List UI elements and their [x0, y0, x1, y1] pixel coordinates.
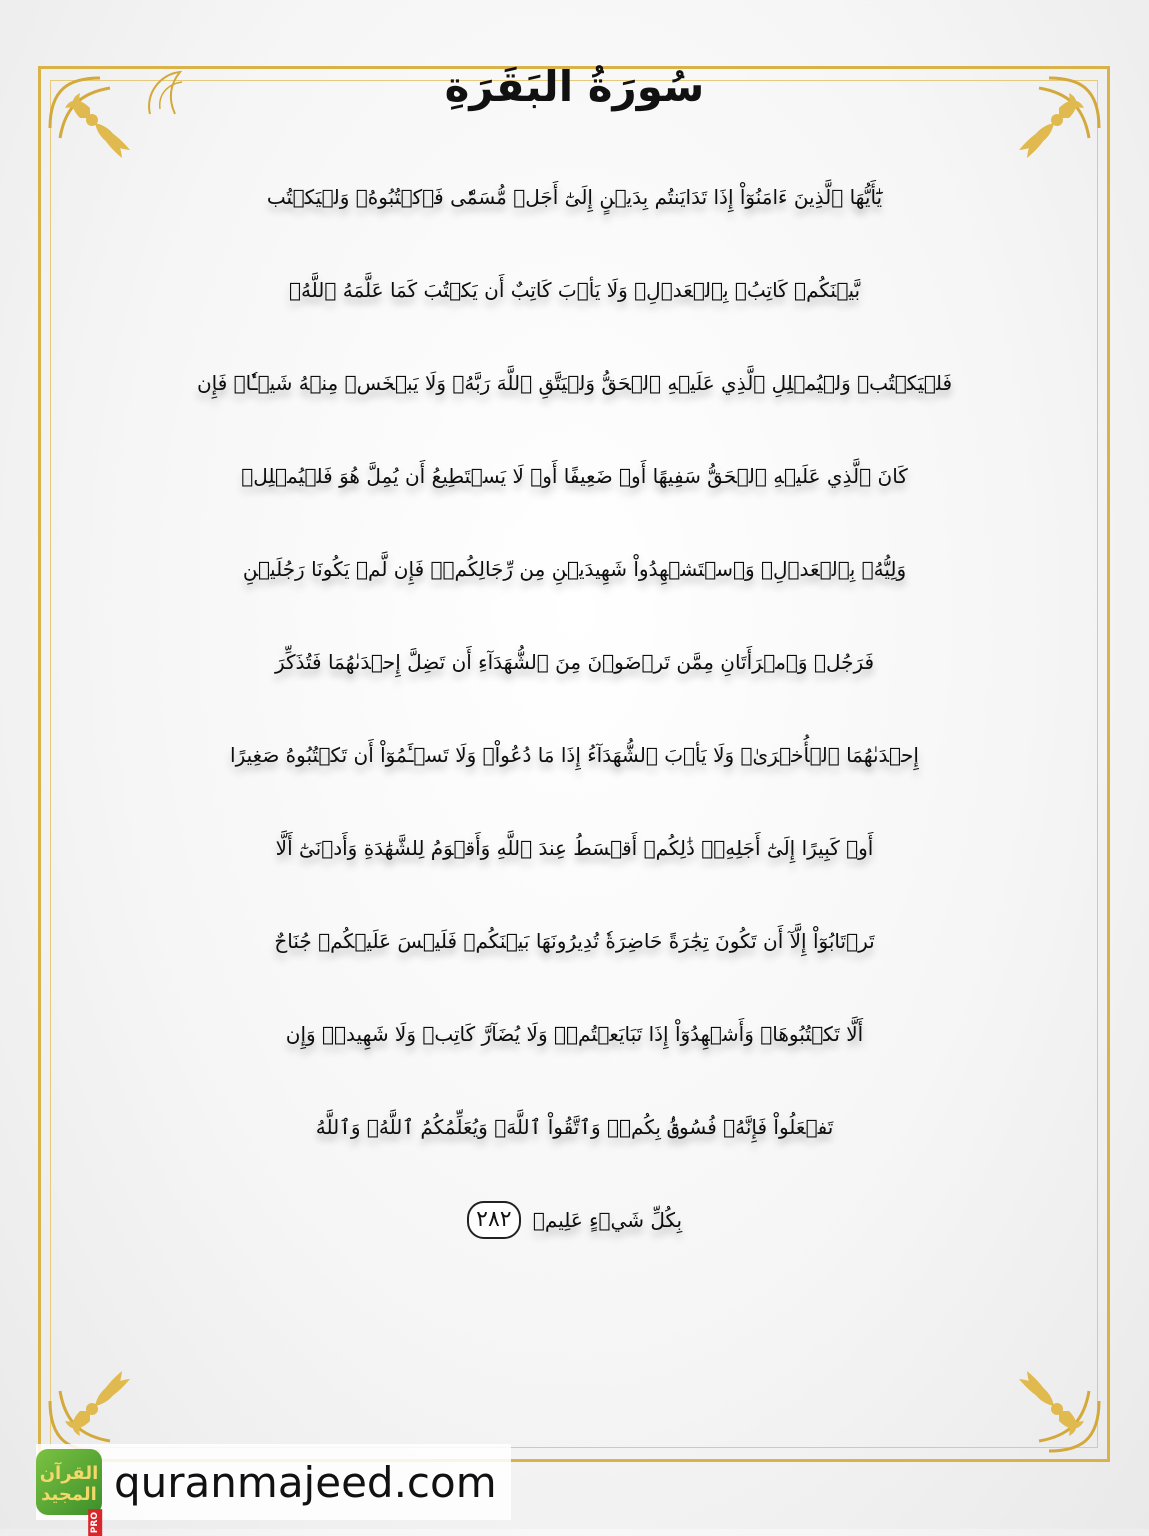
logo-text: القرآن المجيد [39, 1463, 99, 1505]
brand-watermark[interactable] [36, 1444, 511, 1534]
pro-badge: PRO [88, 1509, 102, 1536]
verse-line: إِحۡدَىٰهُمَا ٱلۡأُخۡرَىٰۚ وَلَا يَأۡبَ ٱلشُّهَدَآءُ إِذَا مَا دُعُواْۚ وَلَا تَسۡـَٔمُوٓاْ أَن تَكۡتُبُوهُ صَغِيرًا [230, 742, 919, 767]
verse-line: تَفۡعَلُواْ فَإِنَّهُۥ فُسُوقُۢ بِكُمۡۗ وَٱتَّقُواْ ٱللَّهَۖ وَيُعَلِّمُكُمُ ٱللَّهُۗ وَٱللَّهُ [315, 1114, 834, 1139]
surah-title: سُورَةُ البَقَرَةِ [444, 62, 705, 111]
app-logo-icon [36, 1449, 102, 1534]
verse-line: فَرَجُلٞ وَٱمۡرَأَتَانِ مِمَّن تَرۡضَوۡنَ مِنَ ٱلشُّهَدَآءِ أَن تَضِلَّ إِحۡدَىٰهُمَا فَتُذَكِّرَ [274, 649, 875, 674]
verse-line: أَوۡ كَبِيرًا إِلَىٰٓ أَجَلِهِۦۚ ذَٰلِكُمۡ أَقۡسَطُ عِندَ ٱللَّهِ وَأَقۡوَمُ لِلشَّهَٰدَةِ وَأَدۡنَىٰٓ أَلَّا [275, 835, 874, 860]
verse-line: بَّيۡنَكُمۡ كَاتِبُۢ بِٱلۡعَدۡلِۚ وَلَا يَأۡبَ كَاتِبٌ أَن يَكۡتُبَ كَمَا عَلَّمَهُ ٱللَّهُۚ [288, 277, 861, 302]
ayah-number-marker: ٢٨٢ [467, 1201, 521, 1239]
verse-line-text: بِكُلِّ شَيۡءٍ عَلِيمٞ [532, 1207, 683, 1232]
corner-ornament-icon [999, 1351, 1109, 1461]
verse-line: يَٰٓأَيُّهَا ٱلَّذِينَ ءَامَنُوٓاْ إِذَا تَدَايَنتُم بِدَيۡنٍ إِلَىٰٓ أَجَلٖ مُّسَمّٗى فَٱكۡتُبُوهُۚ وَلۡيَكۡتُب [266, 184, 883, 209]
verse-text-block [40, 150, 1109, 1266]
verse-line: وَلِيُّهُۥ بِٱلۡعَدۡلِۚ وَٱسۡتَشۡهِدُواْ شَهِيدَيۡنِ مِن رِّجَالِكُمۡۖ فَإِن لَّمۡ يَكُونَا رَجُلَيۡنِ [242, 556, 907, 581]
verse-line: تَرۡتَابُوٓاْ إِلَّآ أَن تَكُونَ تِجَٰرَةً حَاضِرَةٗ تُدِيرُونَهَا بَيۡنَكُمۡ فَلَيۡسَ عَلَيۡكُمۡ جُنَاحٌ [274, 928, 875, 953]
verse-line-last [40, 1173, 1109, 1266]
site-url[interactable]: quranmajeed.com [114, 1457, 497, 1507]
verse-line: فَلۡيَكۡتُبۡ وَلۡيُمۡلِلِ ٱلَّذِي عَلَيۡهِ ٱلۡحَقُّ وَلۡيَتَّقِ ٱللَّهَ رَبَّهُۥ وَلَا يَبۡخَسۡ مِنۡهُ شَيۡـٔٗاۚ فَإِن [196, 370, 953, 395]
verse-line: كَانَ ٱلَّذِي عَلَيۡهِ ٱلۡحَقُّ سَفِيهًا أَوۡ ضَعِيفًا أَوۡ لَا يَسۡتَطِيعُ أَن يُمِلَّ هُوَ فَلۡيُمۡلِلۡ [241, 463, 908, 488]
verse-line: أَلَّا تَكۡتُبُوهَاۗ وَأَشۡهِدُوٓاْ إِذَا تَبَايَعۡتُمۡۚ وَلَا يُضَآرَّ كَاتِبٞ وَلَا شَهِيدٞۚ وَإِن [285, 1021, 864, 1046]
